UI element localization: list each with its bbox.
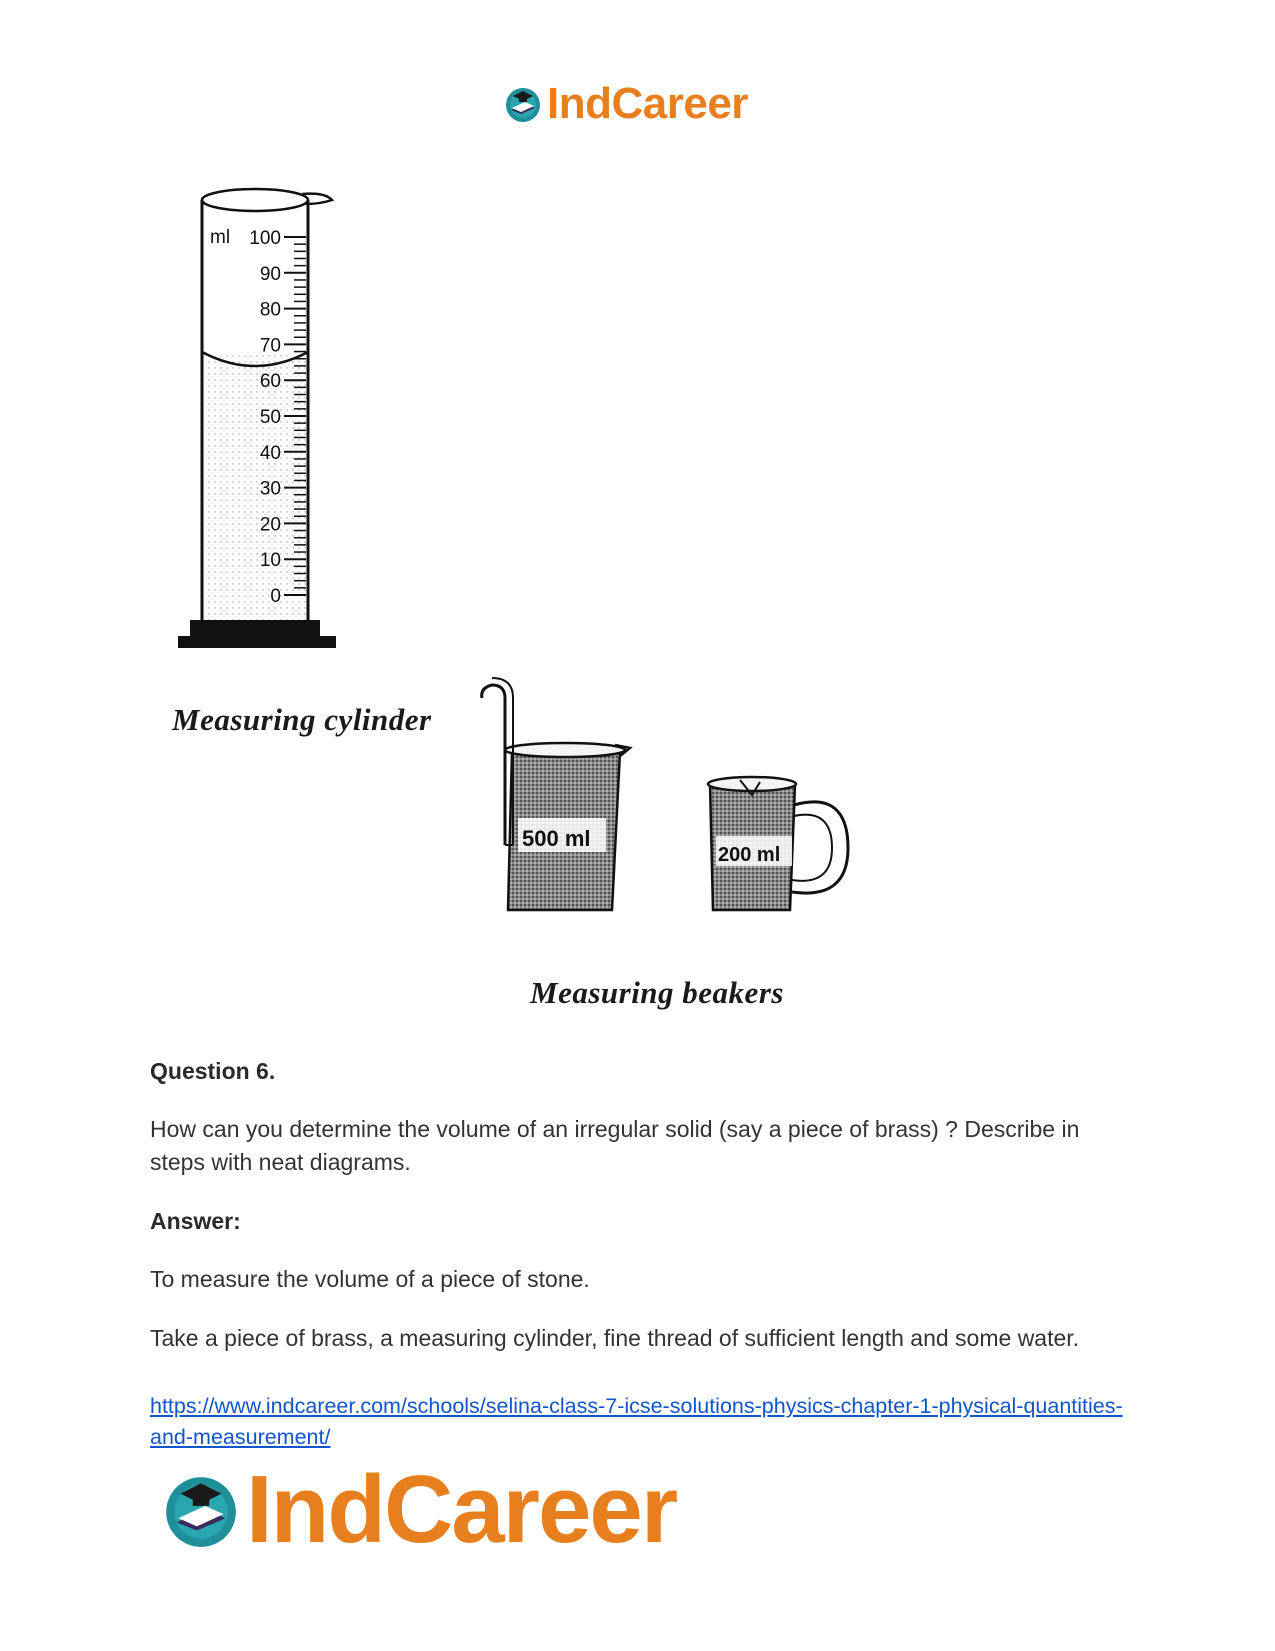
cylinder-water [202,351,308,620]
cylinder-scale-label: 0 [270,586,281,607]
cylinder-scale-label: 70 [259,335,281,357]
header-logo [503,80,748,128]
large-beaker [482,678,630,910]
cylinder-scale-label: 30 [259,478,281,500]
measuring-cylinder [178,189,336,648]
source-link[interactable]: https://www.indcareer.com/schools/selina-class-7-icse-solutions-physics-chapter-1-physical-quantities-and-measurement/ [150,1394,1123,1449]
cylinder-scale-label: 20 [259,514,281,536]
cylinder-unit-label: ml [210,227,231,248]
cylinder-caption: Measuring cylinder [172,702,432,737]
cylinder-scale-label: 60 [259,371,281,393]
small-beaker [708,777,848,910]
logo-text: IndCareer [547,79,748,128]
beakers-caption: Measuring beakers [530,975,784,1010]
cylinder-scale-label: 40 [259,442,281,464]
graduation-book-globe-icon [160,1469,242,1551]
graduation-book-globe-icon [503,84,543,124]
cylinder-scale-label: 80 [259,299,281,321]
cylinder-scale-label: 10 [259,550,281,572]
cylinder-scale-label: 100 [249,228,281,249]
cylinder-scale-label: 90 [259,263,281,285]
question-text: How can you determine the volume of an irregular solid (say a piece of brass) ? Describe in steps with neat diagrams. [150,1116,1080,1175]
logo-text: IndCareer [246,1456,677,1563]
question-title: Question 6. [150,1058,276,1084]
small-beaker-label: 200 ml [718,844,781,866]
measuring-instruments-figure [160,180,920,1040]
answer-title: Answer: [150,1208,241,1234]
footer-logo [160,1456,677,1563]
instruments-drawing [160,180,920,1040]
large-beaker-label: 500 ml [522,826,591,851]
answer-paragraph: Take a piece of brass, a measuring cylinder, fine thread of sufficient length and some water. [150,1325,1080,1351]
cylinder-scale-label: 50 [259,407,281,428]
answer-paragraph: To measure the volume of a piece of stone. [150,1266,590,1292]
